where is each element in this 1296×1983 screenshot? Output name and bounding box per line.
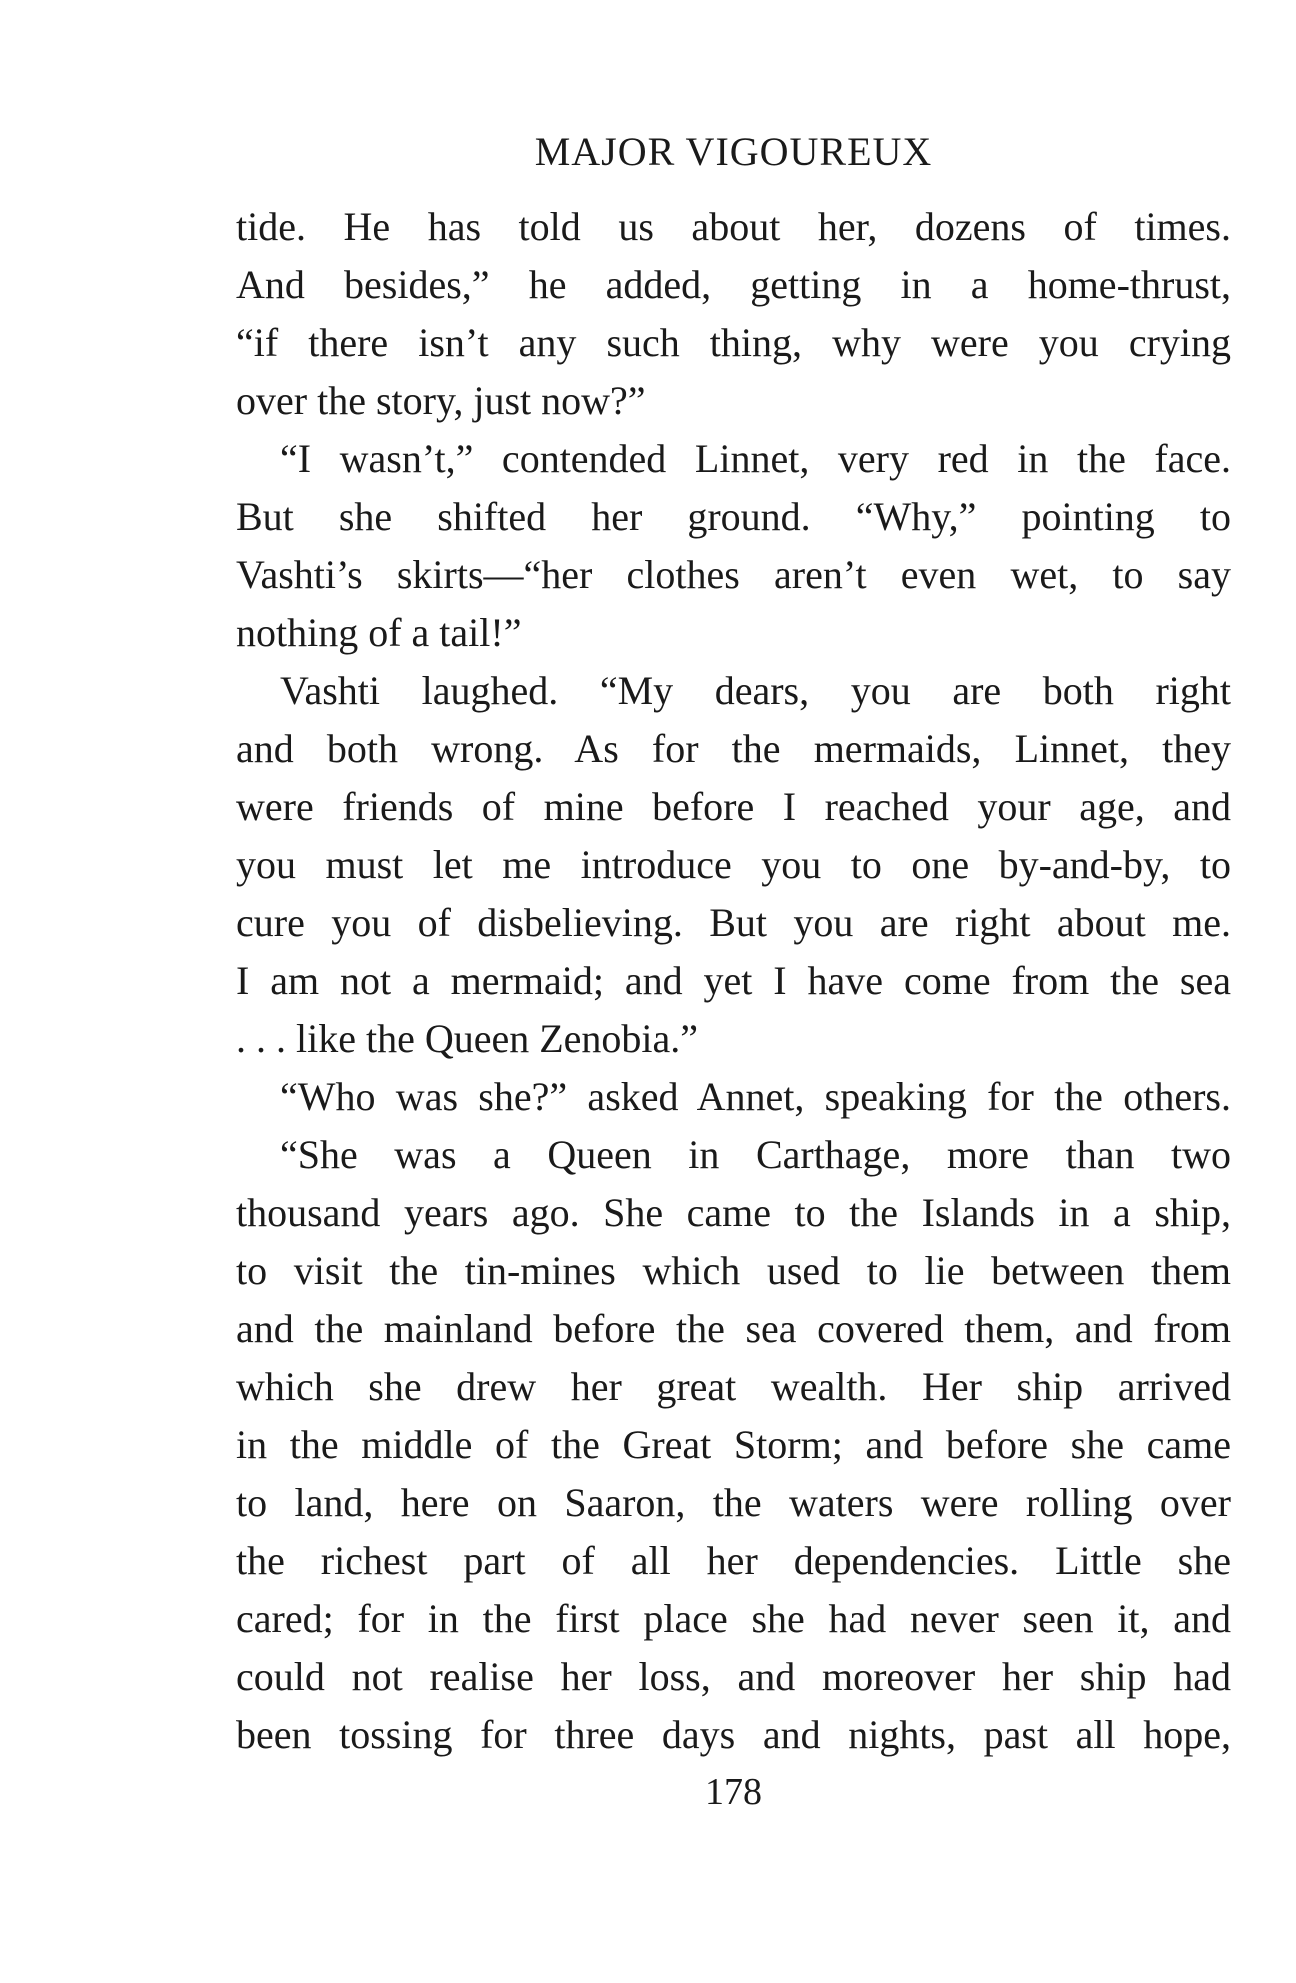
text-line: could not realise her loss, and moreover her ship had	[236, 1654, 1231, 1699]
text-line: “She was a Queen in Carthage, more than two	[280, 1132, 1231, 1177]
text-line: in the middle of the Great Storm; and before she came	[236, 1422, 1231, 1467]
text-line: I am not a mermaid; and yet I have come from the sea	[236, 958, 1231, 1003]
text-line: “if there isn’t any such thing, why were you crying	[236, 320, 1231, 365]
text-line: over the story, just now?”	[236, 378, 646, 423]
text-line: cure you of disbelieving. But you are right about me.	[236, 900, 1231, 945]
text-line: . . . like the Queen Zenobia.”	[236, 1016, 699, 1061]
body-text	[236, 198, 1231, 1764]
running-head: MAJOR VIGOUREUX	[534, 129, 933, 174]
text-line: you must let me introduce you to one by-and-by, to	[236, 842, 1231, 887]
text-line: cared; for in the first place she had never seen it, and	[236, 1596, 1231, 1641]
text-line: tide. He has told us about her, dozens of times.	[236, 204, 1231, 249]
text-line: And besides,” he added, getting in a home-thrust,	[236, 262, 1231, 307]
text-line: thousand years ago. She came to the Islands in a ship,	[236, 1190, 1231, 1235]
text-line: the richest part of all her dependencies. Little she	[236, 1538, 1231, 1583]
text-line: were friends of mine before I reached your age, and	[236, 784, 1231, 829]
text-line: Vashti’s skirts—“her clothes aren’t even wet, to say	[236, 552, 1231, 597]
text-line: to visit the tin-mines which used to lie between them	[236, 1248, 1231, 1293]
text-line: and both wrong. As for the mermaids, Linnet, they	[236, 726, 1231, 771]
text-line: “Who was she?” asked Annet, speaking for the others.	[280, 1074, 1231, 1119]
text-line: been tossing for three days and nights, past all hope,	[236, 1712, 1231, 1757]
text-line: which she drew her great wealth. Her ship arrived	[236, 1364, 1231, 1409]
text-line: to land, here on Saaron, the waters were rolling over	[236, 1480, 1231, 1525]
text-line: nothing of a tail!”	[236, 610, 522, 655]
text-line: But she shifted her ground. “Why,” pointing to	[236, 494, 1231, 539]
text-line: Vashti laughed. “My dears, you are both right	[280, 668, 1231, 713]
text-line: and the mainland before the sea covered them, and from	[236, 1306, 1231, 1351]
page-number: 178	[705, 1771, 762, 1813]
text-line: “I wasn’t,” contended Linnet, very red in the face.	[280, 436, 1231, 481]
